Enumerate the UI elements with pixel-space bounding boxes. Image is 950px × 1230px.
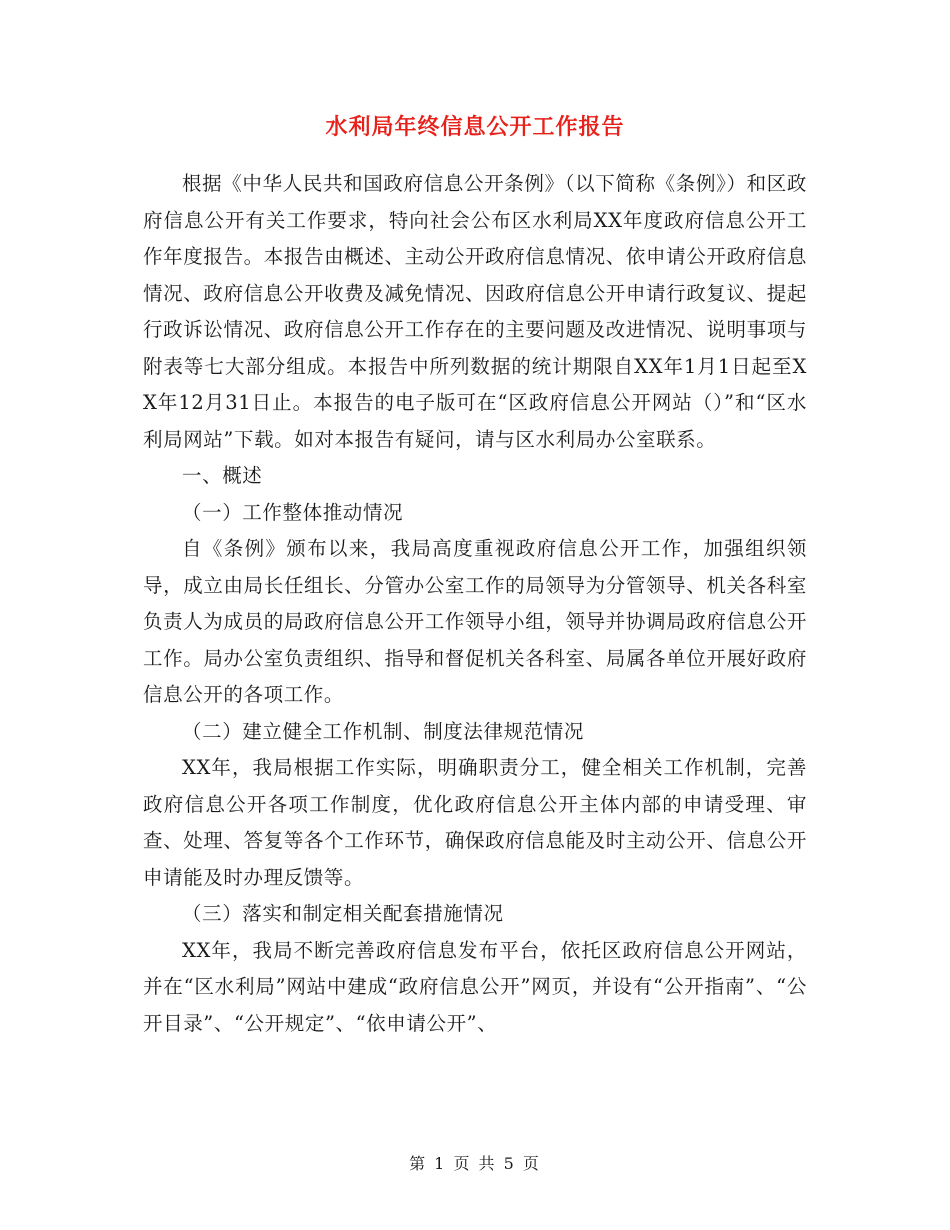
document-body	[143, 166, 807, 1042]
paragraph-intro: 根据《中华人民共和国政府信息公开条例》（以下简称《条例》）和区政府信息公开有关工作要求，特向社会公布区水利局XX年度政府信息公开工作年度报告。本报告由概述、主动公开政府信息情况、依申请公开政府信息情况、政府信息公开收费及减免情况、因政府信息公开申请行政复议、提起行政诉讼情况、政府信息公开工作存在的主要问题及改进情况、说明事项与附表等七大部分组成。本报告中所列数据的统计期限自XX年1月1日起至XX年12月31日止。本报告的电子版可在“区政府信息公开网站（）”和“区水利局网站”下载。如对本报告有疑问，请与区水利局办公室联系。	[143, 172, 807, 451]
paragraph-mechanism: XX年，我局根据工作实际，明确职责分工，健全相关工作机制，完善政府信息公开各项工作制度，优化政府信息公开主体内部的申请受理、审查、处理、答复等各个工作环节，确保政府信息能及时主动公开、信息公开申请能及时办理反馈等。	[143, 756, 807, 889]
document-title: 水利局年终信息公开工作报告	[325, 114, 625, 140]
subsection-heading-2: （二）建立健全工作机制、制度法律规范情况	[182, 719, 585, 743]
paragraph-measures: XX年，我局不断完善政府信息发布平台，依托区政府信息公开网站，并在“区水利局”网站中建成“政府信息公开”网页，并设有“公开指南”、“公开目录”、“公开规定”、“依申请公开”、	[143, 938, 807, 1035]
page-number-footer: 第 1 页 共 5 页	[409, 1154, 541, 1173]
paragraph-work-promotion: 自《条例》颁布以来，我局高度重视政府信息公开工作，加强组织领导，成立由局长任组长、分管办公室工作的局领导为分管领导、机关各科室负责人为成员的局政府信息公开工作领导小组，领导并协调局政府信息公开工作。局办公室负责组织、指导和督促机关各科室、局属各单位开展好政府信息公开的各项工作。	[143, 537, 807, 706]
subsection-heading-1: （一）工作整体推动情况	[182, 500, 404, 524]
subsection-heading-3: （三）落实和制定相关配套措施情况	[182, 902, 504, 925]
section-heading-overview: 一、概述	[182, 464, 263, 487]
